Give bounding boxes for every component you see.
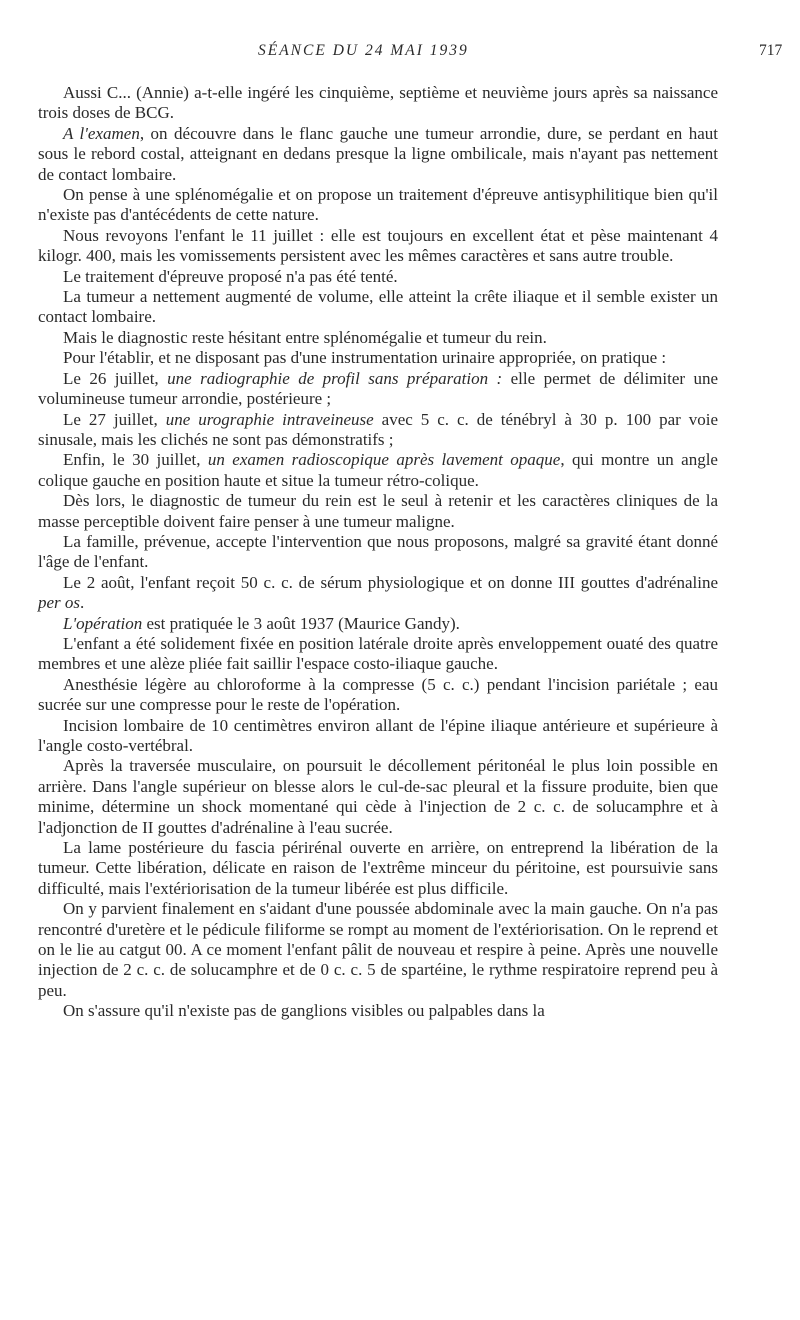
paragraph bbox=[38, 410, 718, 451]
paragraph bbox=[38, 634, 718, 675]
text-run: avec 5 c. c. de ténébryl à 30 p. 100 par voie sinusale, mais les clichés ne sont pas démonstratifs ; bbox=[38, 409, 719, 449]
page-header bbox=[0, 42, 800, 66]
paragraph bbox=[38, 185, 718, 226]
text-run: Le 27 juillet, bbox=[63, 409, 166, 429]
paragraph bbox=[38, 573, 718, 614]
text-run: Le 26 juillet, bbox=[63, 368, 168, 388]
text-run: On s'assure qu'il n'existe pas de ganglions visibles ou palpables dans la bbox=[63, 1001, 545, 1021]
text-run: Après la traversée musculaire, on poursuit le décollement péritonéal le plus loin possible en arrière. Dans l'angle supérieur on blesse alors le cul-de-sac pleural et la fissure produite, bien que minime, détermine un shock momentané qui cède à l'injection de 2 c. c. de solucamphre et à l'adjonction de II gouttes d'adrénaline à l'eau sucrée. bbox=[38, 756, 718, 837]
paragraph bbox=[38, 899, 718, 1001]
paragraph bbox=[38, 226, 718, 267]
text-run: est pratiquée le 3 août 1937 (Maurice Gandy). bbox=[142, 613, 460, 633]
paragraph bbox=[38, 756, 718, 838]
body-text bbox=[38, 83, 718, 1022]
paragraph bbox=[38, 491, 718, 532]
text-run: Anesthésie légère au chloroforme à la compresse (5 c. c.) pendant l'incision pariétale ; eau sucrée sur une compresse pour le reste de l'opération. bbox=[38, 674, 718, 715]
paragraph bbox=[38, 838, 718, 899]
text-run: elle permet de délimiter une volumineuse tumeur arrondie, postérieure ; bbox=[38, 368, 719, 409]
text-run: , on découvre dans le flanc gauche une tumeur arrondie, dure, se perdant en haut sous le rebord costal, atteignant en dedans presque la ligne ombilicale, mais n'ayant pas nettement de contact lombaire. bbox=[38, 123, 718, 184]
text-run: L'enfant a été solidement fixée en position latérale droite après enveloppement ouaté des quatre membres et une alèze pliée fait saillir l'espace costo-iliaque gauche. bbox=[38, 633, 718, 674]
paragraph bbox=[38, 267, 718, 287]
paragraph bbox=[38, 328, 718, 348]
text-run: La tumeur a nettement augmenté de volume, elle atteint la crête iliaque et il semble exister un contact lombaire. bbox=[38, 287, 718, 327]
paragraph bbox=[38, 287, 718, 328]
text-run: . bbox=[80, 593, 85, 613]
paragraph bbox=[38, 83, 718, 124]
text-run: Pour l'établir, et ne disposant pas d'une instrumentation urinaire appropriée, on pratique : bbox=[63, 348, 667, 368]
paragraph bbox=[38, 1001, 718, 1021]
text-run: Mais le diagnostic reste hésitant entre splénomégalie et tumeur du rein. bbox=[63, 327, 547, 347]
text-run: On pense à une splénomégalie et on propose un traitement d'épreuve antisyphilitique bien qu'il n'existe pas d'antécédents de cette nature. bbox=[38, 185, 718, 225]
text-run: Dès lors, le diagnostic de tumeur du rein est le seul à retenir et les caractères cliniques de la masse perceptible doivent faire penser à une tumeur maligne. bbox=[38, 491, 718, 531]
italic-text: per os bbox=[38, 593, 81, 613]
italic-text: une radiographie de profil sans préparation : bbox=[167, 368, 503, 388]
text-run: Nous revoyons l'enfant le 11 juillet : elle est toujours en excellent état et pèse maintenant 4 kilogr. 400, mais les vomissements persistent avec les mêmes caractères et sans autre trouble. bbox=[38, 225, 718, 266]
text-run: Enfin, le 30 juillet, bbox=[63, 450, 208, 470]
text-run: Le traitement d'épreuve proposé n'a pas été tenté. bbox=[63, 266, 398, 286]
running-title: SÉANCE DU 24 MAI 1939 bbox=[258, 42, 469, 59]
text-run: On y parvient finalement en s'aidant d'une poussée abdominale avec la main gauche. On n'a pas rencontré d'uretère et le pédicule filiforme se rompt au moment de l'extériorisation. On le reprend et on le lie au catgut 00. A ce moment l'enfant pâlit de nouveau et respire à peine. Après une nouvelle injection de 2 c. c. de solucamphre et de 0 c. c. 5 de spartéine, le rythme respiratoire reprend peu à peu. bbox=[38, 899, 718, 1000]
text-run: , qui montre un angle colique gauche en position haute et situe la tumeur rétro-colique. bbox=[38, 450, 718, 490]
text-run: Aussi C... (Annie) a-t-elle ingéré les cinquième, septième et neuvième jours après sa naissance trois doses de BCG. bbox=[38, 83, 718, 123]
paragraph bbox=[38, 716, 718, 757]
italic-text: A l'examen bbox=[63, 123, 140, 143]
paragraph bbox=[38, 450, 718, 491]
italic-text: L'opération bbox=[63, 613, 143, 633]
paragraph bbox=[38, 369, 718, 410]
text-run: Le 2 août, l'enfant reçoit 50 c. c. de sérum physiologique et on donne III gouttes d'adrénaline bbox=[63, 572, 718, 592]
paragraph bbox=[38, 614, 718, 634]
paragraph bbox=[38, 124, 718, 185]
paragraph bbox=[38, 675, 718, 716]
text-run: Incision lombaire de 10 centimètres environ allant de l'épine iliaque antérieure et supérieure à l'angle costo-vertébral. bbox=[38, 715, 718, 755]
paragraph bbox=[38, 532, 718, 573]
paragraph bbox=[38, 348, 718, 368]
text-run: La lame postérieure du fascia périrénal ouverte en arrière, on entreprend la libération de la tumeur. Cette libération, délicate en raison de l'extrême minceur du péritoine, est poursuivie sans difficulté, mais l'extériorisation de la tumeur libérée est plus difficile. bbox=[38, 838, 718, 898]
text-run: La famille, prévenue, accepte l'intervention que nous proposons, malgré sa gravité étant donné l'âge de l'enfant. bbox=[38, 531, 718, 572]
page-number: 717 bbox=[759, 42, 783, 59]
italic-text: une urographie intraveineuse bbox=[165, 409, 374, 429]
italic-text: un examen radioscopique après lavement opaque bbox=[207, 450, 561, 470]
